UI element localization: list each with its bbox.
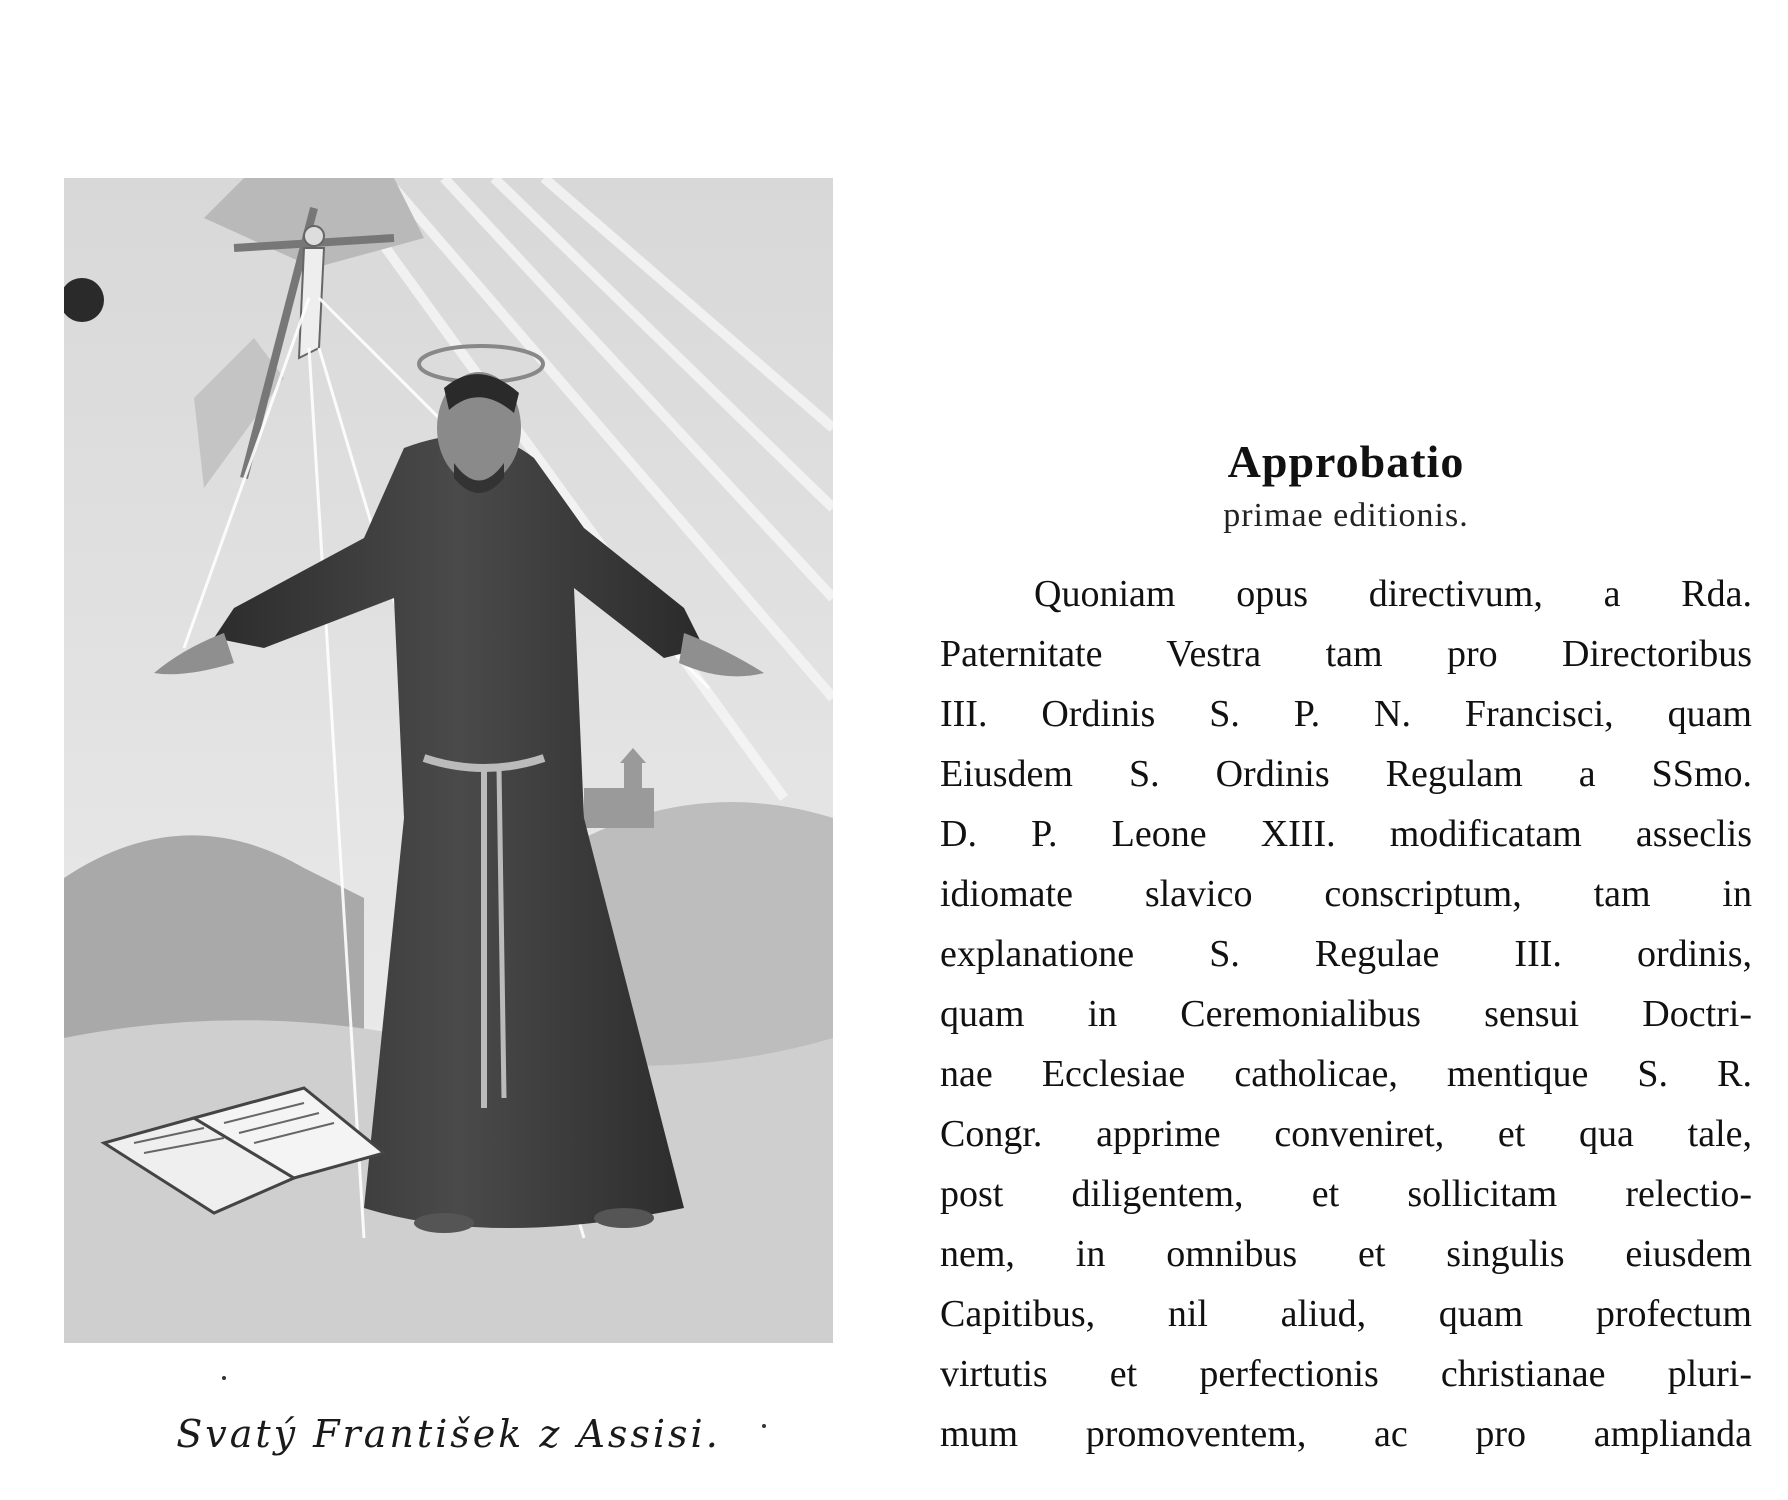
text-line: explanatione S. Regulae III. ordinis, [940,933,1752,975]
text-line: Quoniam opus directivum, a Rda. [1034,573,1752,615]
approbation-heading: Approbatio [1227,436,1465,487]
engraving-illustration [64,178,833,1343]
text-line: Congr. apprime conveniret, et qua tale, [940,1113,1752,1155]
text-line: idiomate slavico conscriptum, tam in [940,873,1752,915]
text-line: Eiusdem S. Ordinis Regulam a SSmo. [940,753,1752,795]
illustration-caption: Svatý František z Assisi. [176,1412,721,1456]
saint-francis-engraving [64,178,833,1343]
text-line: Paternitate Vestra tam pro Directoribus [940,633,1752,675]
text-line: nae Ecclesiae catholicae, mentique S. R. [940,1053,1752,1095]
approbation-body [940,564,1752,1464]
text-line: virtutis et perfectionis christianae pluri- [940,1353,1752,1395]
text-line: III. Ordinis S. P. N. Francisci, quam [940,693,1752,735]
text-line: post diligentem, et sollicitam relectio- [940,1173,1752,1215]
text-line: nem, in omnibus et singulis eiusdem [940,1233,1752,1275]
text-line: D. P. Leone XIII. modificatam asseclis [940,813,1752,855]
text-line: quam in Ceremonialibus sensui Doctri- [940,993,1752,1035]
approbation-section [940,432,1752,1464]
approbation-subheading: primae editionis. [1223,497,1469,534]
text-line: Capitibus, nil aliud, quam profectum [940,1293,1752,1335]
text-line: mum promoventem, ac pro amplianda [940,1413,1752,1455]
